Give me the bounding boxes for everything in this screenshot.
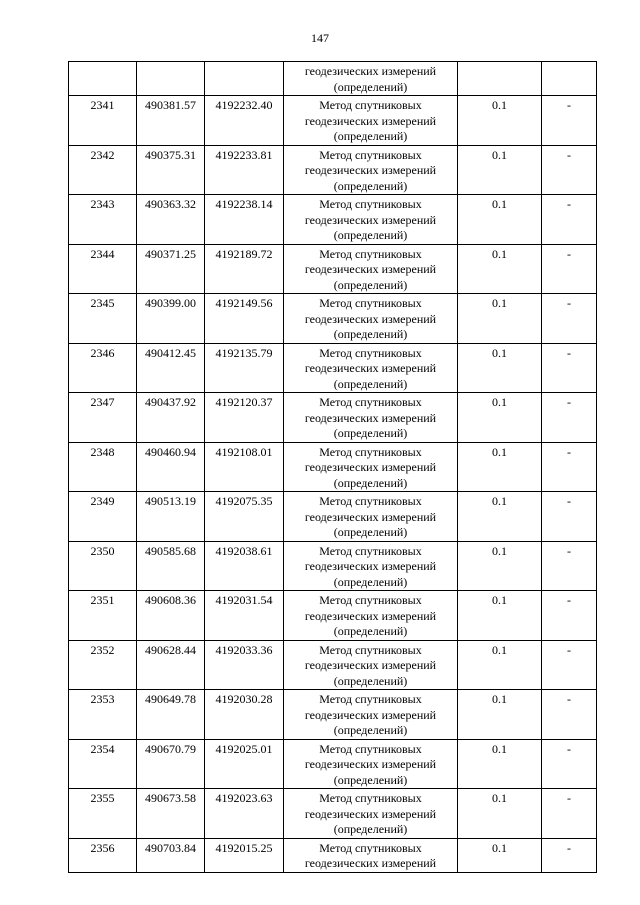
method-line: Метод спутниковых: [319, 395, 422, 409]
method-line: геодезических измерений: [304, 311, 437, 326]
table-row: [69, 690, 597, 740]
cell-method: [284, 838, 458, 872]
method-line: геодезических измерений: [304, 361, 437, 375]
cell-point-number: 2344: [69, 244, 137, 294]
cell-accuracy: 0.1: [458, 789, 542, 839]
cell-accuracy: 0.1: [458, 640, 542, 690]
cell-y-coordinate: 4192189.72: [205, 244, 284, 294]
cell-x-coordinate: 490513.19: [137, 492, 205, 542]
table-row: [69, 343, 597, 393]
cell-accuracy: 0.1: [458, 838, 542, 872]
cell-y-coordinate: [205, 62, 284, 96]
cell-point-number: 2341: [69, 96, 137, 146]
cell-x-coordinate: 490649.78: [137, 690, 205, 740]
table-row: [69, 838, 597, 872]
cell-note: -: [542, 442, 597, 492]
table-row: [69, 294, 597, 344]
cell-point-number: 2356: [69, 838, 137, 872]
cell-x-coordinate: 490371.25: [137, 244, 205, 294]
cell-method: [284, 393, 458, 443]
method-line: (определений): [333, 624, 408, 638]
cell-point-number: 2342: [69, 145, 137, 195]
method-line: Метод спутниковых: [319, 642, 422, 657]
cell-y-coordinate: 4192108.01: [205, 442, 284, 492]
cell-accuracy: 0.1: [458, 195, 542, 245]
method-line: Метод спутниковых: [319, 147, 422, 162]
cell-y-coordinate: 4192015.25: [205, 838, 284, 872]
cell-x-coordinate: [137, 62, 205, 96]
cell-note: -: [542, 195, 597, 245]
cell-point-number: 2347: [69, 393, 137, 443]
method-line: Метод спутниковых: [319, 246, 422, 261]
cell-x-coordinate: 490673.58: [137, 789, 205, 839]
cell-accuracy: [458, 62, 542, 96]
cell-y-coordinate: 4192149.56: [205, 294, 284, 344]
cell-point-number: 2348: [69, 442, 137, 492]
method-line: Метод спутниковых: [319, 98, 422, 112]
cell-accuracy: 0.1: [458, 739, 542, 789]
table-row: [69, 640, 597, 690]
cell-point-number: 2351: [69, 591, 137, 641]
cell-y-coordinate: 4192232.40: [205, 96, 284, 146]
cell-point-number: [69, 62, 137, 96]
method-line: Метод спутниковых: [319, 494, 422, 508]
method-line: геодезических измерений: [304, 163, 437, 177]
cell-y-coordinate: 4192238.14: [205, 195, 284, 245]
method-line: (определений): [333, 376, 408, 391]
cell-y-coordinate: 4192038.61: [205, 541, 284, 591]
cell-note: -: [542, 838, 597, 872]
cell-method: [284, 492, 458, 542]
cell-note: [542, 62, 597, 96]
method-line: Метод спутниковых: [319, 543, 422, 558]
cell-accuracy: 0.1: [458, 343, 542, 393]
cell-accuracy: 0.1: [458, 145, 542, 195]
table-body: [69, 62, 597, 873]
cell-x-coordinate: 490437.92: [137, 393, 205, 443]
table-row: [69, 96, 597, 146]
cell-point-number: 2343: [69, 195, 137, 245]
cell-x-coordinate: 490399.00: [137, 294, 205, 344]
table-row: [69, 244, 597, 294]
method-line: (определений): [333, 129, 408, 143]
method-line: Метод спутниковых: [319, 444, 422, 459]
cell-accuracy: 0.1: [458, 492, 542, 542]
cell-note: -: [542, 690, 597, 740]
cell-point-number: 2354: [69, 739, 137, 789]
cell-method: [284, 739, 458, 789]
method-line: Метод спутниковых: [319, 345, 422, 360]
cell-note: -: [542, 739, 597, 789]
method-line: (определений): [333, 228, 408, 242]
method-line: геодезических измерений: [304, 410, 437, 425]
cell-x-coordinate: 490381.57: [137, 96, 205, 146]
method-line: (определений): [333, 178, 408, 193]
method-line: (определений): [333, 525, 408, 539]
cell-point-number: 2349: [69, 492, 137, 542]
method-line: (определений): [333, 822, 408, 836]
cell-point-number: 2350: [69, 541, 137, 591]
cell-y-coordinate: 4192135.79: [205, 343, 284, 393]
method-line: геодезических измерений: [304, 64, 437, 78]
method-line: геодезических измерений: [304, 608, 437, 623]
cell-x-coordinate: 490670.79: [137, 739, 205, 789]
cell-note: -: [542, 145, 597, 195]
coordinates-table: [68, 61, 597, 873]
method-line: геодезических измерений: [304, 757, 437, 771]
table-row: [69, 591, 597, 641]
cell-point-number: 2346: [69, 343, 137, 393]
cell-y-coordinate: 4192023.63: [205, 789, 284, 839]
cell-method: [284, 690, 458, 740]
cell-note: -: [542, 591, 597, 641]
cell-x-coordinate: 490375.31: [137, 145, 205, 195]
cell-point-number: 2352: [69, 640, 137, 690]
cell-note: -: [542, 393, 597, 443]
method-line: Метод спутниковых: [319, 741, 422, 756]
cell-accuracy: 0.1: [458, 442, 542, 492]
method-line: геодезических измерений: [304, 113, 437, 128]
method-line: (определений): [333, 327, 408, 341]
method-line: геодезических измерений: [304, 262, 437, 276]
table-row: [69, 789, 597, 839]
cell-accuracy: 0.1: [458, 244, 542, 294]
cell-x-coordinate: 490585.68: [137, 541, 205, 591]
method-line: (определений): [333, 673, 408, 688]
cell-method: [284, 145, 458, 195]
cell-note: -: [542, 492, 597, 542]
method-line: (определений): [333, 79, 408, 94]
method-line: Метод спутниковых: [319, 197, 422, 211]
method-line: (определений): [333, 723, 408, 737]
method-line: Метод спутниковых: [319, 692, 422, 706]
cell-point-number: 2355: [69, 789, 137, 839]
cell-method: [284, 640, 458, 690]
cell-x-coordinate: 490628.44: [137, 640, 205, 690]
method-line: геодезических измерений: [304, 707, 437, 722]
method-line: (определений): [333, 574, 408, 589]
cell-accuracy: 0.1: [458, 591, 542, 641]
method-line: Метод спутниковых: [319, 791, 422, 805]
cell-x-coordinate: 490460.94: [137, 442, 205, 492]
cell-accuracy: 0.1: [458, 690, 542, 740]
cell-method: [284, 442, 458, 492]
cell-note: -: [542, 244, 597, 294]
cell-y-coordinate: 4192120.37: [205, 393, 284, 443]
table-row: [69, 145, 597, 195]
cell-point-number: 2345: [69, 294, 137, 344]
cell-method: [284, 541, 458, 591]
cell-accuracy: 0.1: [458, 294, 542, 344]
cell-note: -: [542, 343, 597, 393]
cell-method: [284, 62, 458, 96]
cell-x-coordinate: 490412.45: [137, 343, 205, 393]
cell-note: -: [542, 294, 597, 344]
table-row: [69, 442, 597, 492]
table-row-continued: [69, 62, 597, 96]
method-line: геодезических измерений: [304, 559, 437, 573]
table-row: [69, 195, 597, 245]
cell-x-coordinate: 490363.32: [137, 195, 205, 245]
method-line: Метод спутниковых: [319, 840, 422, 855]
cell-y-coordinate: 4192033.36: [205, 640, 284, 690]
method-line: геодезических измерений: [304, 460, 437, 474]
table-row: [69, 393, 597, 443]
cell-accuracy: 0.1: [458, 96, 542, 146]
method-line: Метод спутниковых: [319, 296, 422, 310]
method-line: геодезических измерений: [304, 806, 437, 821]
table-row: [69, 492, 597, 542]
cell-y-coordinate: 4192233.81: [205, 145, 284, 195]
cell-y-coordinate: 4192025.01: [205, 739, 284, 789]
cell-method: [284, 244, 458, 294]
cell-note: -: [542, 640, 597, 690]
cell-method: [284, 789, 458, 839]
cell-method: [284, 591, 458, 641]
cell-y-coordinate: 4192031.54: [205, 591, 284, 641]
cell-y-coordinate: 4192030.28: [205, 690, 284, 740]
method-line: геодезических измерений: [304, 658, 437, 672]
method-line: (определений): [333, 426, 408, 440]
cell-method: [284, 343, 458, 393]
table-row: [69, 541, 597, 591]
method-line: (определений): [333, 277, 408, 292]
cell-x-coordinate: 490703.84: [137, 838, 205, 872]
cell-note: -: [542, 96, 597, 146]
cell-point-number: 2353: [69, 690, 137, 740]
method-line: геодезических измерений: [304, 509, 437, 524]
cell-note: -: [542, 541, 597, 591]
cell-y-coordinate: 4192075.35: [205, 492, 284, 542]
method-line: Метод спутниковых: [319, 593, 422, 607]
method-line: геодезических измерений: [304, 212, 437, 227]
cell-accuracy: 0.1: [458, 393, 542, 443]
table-row: [69, 739, 597, 789]
method-line: геодезических измерений: [304, 856, 437, 870]
cell-method: [284, 294, 458, 344]
cell-note: -: [542, 789, 597, 839]
cell-method: [284, 96, 458, 146]
method-line: (определений): [333, 772, 408, 787]
cell-accuracy: 0.1: [458, 541, 542, 591]
page-number: 147: [311, 31, 329, 45]
cell-method: [284, 195, 458, 245]
cell-x-coordinate: 490608.36: [137, 591, 205, 641]
method-line: (определений): [333, 475, 408, 490]
